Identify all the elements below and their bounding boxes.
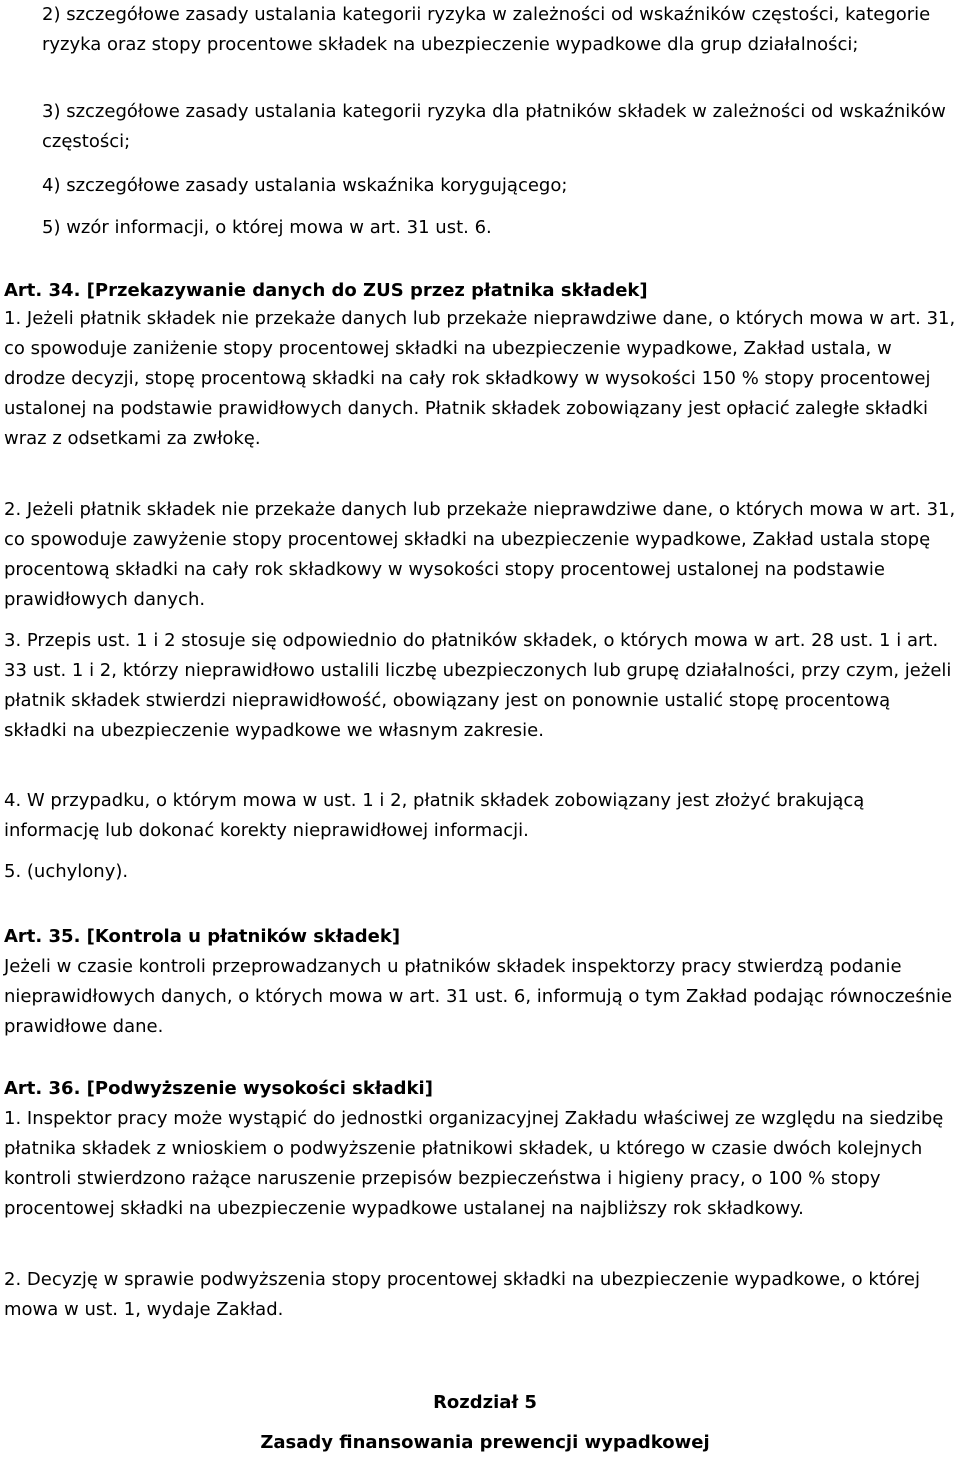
art35-heading: Art. 35. [Kontrola u płatników składek] [4,926,401,947]
art34-paragraph-4: 4. W przypadku, o którym mowa w ust. 1 i 2, płatnik składek zobowiązany jest złożyć brakującą informację lub dokonać korekty nieprawidłowej informacji. [4,790,865,841]
list-item-4: 4) szczegółowe zasady ustalania wskaźnika korygującego; [42,175,568,196]
art34-paragraph-1: 1. Jeżeli płatnik składek nie przekaże danych lub przekaże nieprawdziwe dane, o których mowa w art. 31, co spowoduje zaniżenie stopy procentowej składki na ubezpieczenie wypadkowe, Zakład ustala, w drodze decyzji, stopę procentową składki na cały rok składkowy w wysokości 150 % stopy procentowej ustalonej na podstawie prawidłowych danych. Płatnik składek zobowiązany jest opłacić zaległe składki wraz z odsetkami za zwłokę. [4,308,956,449]
art36-paragraph-1: 1. Inspektor pracy może wystąpić do jednostki organizacyjnej Zakładu właściwej ze względu na siedzibę płatnika składek z wnioskiem o podwyższenie płatnikowi składek, u którego w czasie dwóch kolejnych kontroli stwierdzono rażące naruszenie przepisów bezpieczeństwa i higieny pracy, o 100 % stopy procentowej składki na ubezpieczenie wypadkowe ustalanej na najbliższy rok składkowy. [4,1108,944,1219]
art34-heading: Art. 34. [Przekazywanie danych do ZUS przez płatnika składek] [4,280,648,301]
list-item-5: 5) wzór informacji, o której mowa w art. 31 ust. 6. [42,217,492,238]
art34-paragraph-5: 5. (uchylony). [4,861,129,882]
list-item-3: 3) szczegółowe zasady ustalania kategorii ryzyka dla płatników składek w zależności od wskaźników częstości; [42,101,946,152]
art36-heading: Art. 36. [Podwyższenie wysokości składki] [4,1078,433,1099]
list-item-2: 2) szczegółowe zasady ustalania kategorii ryzyka w zależności od wskaźników częstości, kategorie ryzyka oraz stopy procentowe składek na ubezpieczenie wypadkowe dla grup działalności; [42,4,931,55]
art34-paragraph-3: 3. Przepis ust. 1 i 2 stosuje się odpowiednio do płatników składek, o których mowa w art. 28 ust. 1 i art. 33 ust. 1 i 2, którzy nieprawidłowo ustalili liczbę ubezpieczonych lub grupę działalności, przy czym, jeżeli płatnik składek stwierdzi nieprawidłowość, obowiązany jest on ponownie ustalić stopę procentową składki na ubezpieczenie wypadkowe we własnym zakresie. [4,630,952,741]
art34-paragraph-2: 2. Jeżeli płatnik składek nie przekaże danych lub przekaże nieprawdziwe dane, o których mowa w art. 31, co spowoduje zawyżenie stopy procentowej składki na ubezpieczenie wypadkowe, Zakład ustala stopę procentową składki na cały rok składkowy w wysokości stopy procentowej ustalonej na podstawie prawidłowych danych. [4,499,956,610]
chapter-title: Zasady finansowania prewencji wypadkowej [260,1432,710,1453]
art36-paragraph-2: 2. Decyzję w sprawie podwyższenia stopy procentowej składki na ubezpieczenie wypadkowe, o której mowa w ust. 1, wydaje Zakład. [4,1269,920,1320]
chapter-number: Rozdział 5 [433,1392,537,1413]
art35-paragraph-1: Jeżeli w czasie kontroli przeprowadzanych u płatników składek inspektorzy pracy stwierdzą podanie nieprawidłowych danych, o których mowa w art. 31 ust. 6, informują o tym Zakład podając równocześnie prawidłowe dane. [4,956,953,1037]
